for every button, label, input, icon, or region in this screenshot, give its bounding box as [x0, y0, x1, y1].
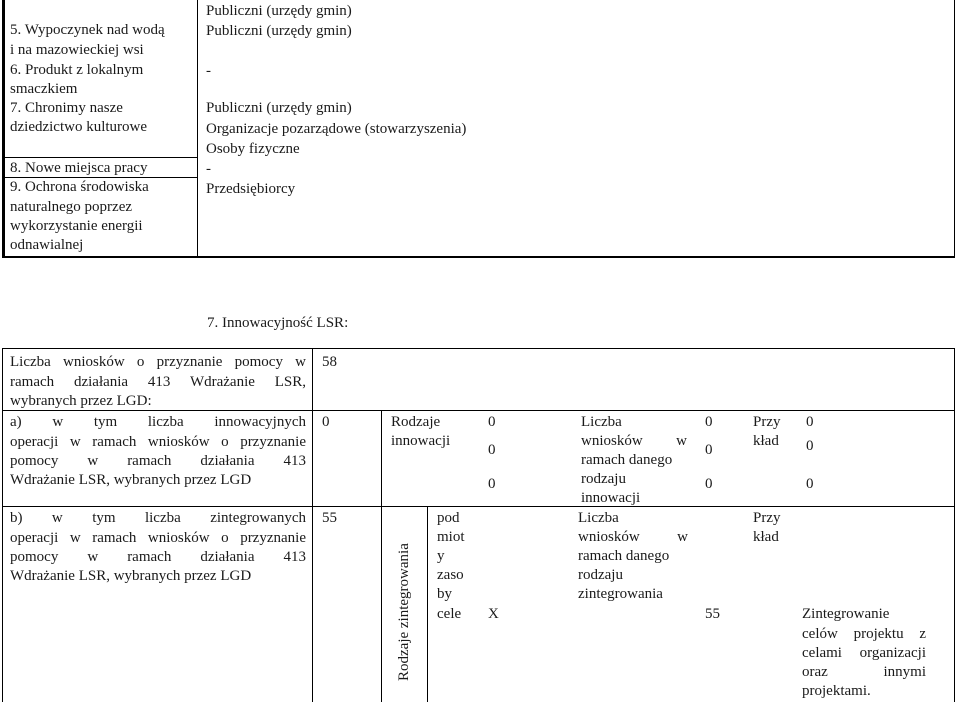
innovation-count-value: 0 — [705, 476, 713, 492]
target-group: Przedsiębiorcy — [206, 181, 296, 197]
integrated-count: 55 — [322, 510, 337, 526]
task-name-line: smaczkiem — [10, 81, 78, 97]
integration-goal-desc: celów projektu z — [802, 626, 926, 642]
task-name-line: 5. Wypoczynek nad wodą — [10, 22, 165, 38]
task-name-line: 9. Ochrona środowiska — [10, 179, 149, 195]
integration-types-vertical-label: Rodzaje zintegrowania — [396, 543, 412, 681]
target-group: - — [206, 63, 211, 79]
integration-count-label: zintegrowania — [578, 586, 663, 602]
innovation-count-label: ramach danego — [581, 452, 673, 468]
integrated-label-line: pomocy w ramach działania 413 — [10, 549, 306, 565]
section-heading: 7. Innowacyjność LSR: — [207, 315, 349, 331]
integration-count-label: Liczba — [578, 510, 619, 526]
innovation-type-value: 0 — [488, 476, 496, 492]
innovation-example-label: Przy kład — [753, 414, 781, 449]
integration-example-label: Przy kład — [753, 510, 781, 545]
integrated-label-line: Wdrażanie LSR, wybranych przez LGD — [10, 568, 252, 584]
integration-goal-label: cele — [437, 606, 462, 622]
innovation-count-label: innowacji — [581, 490, 641, 506]
target-group: Publiczni (urzędy gmin) — [206, 23, 352, 39]
innovative-count: 0 — [322, 414, 330, 430]
integration-goal-desc: oraz innymi — [802, 664, 926, 680]
innovative-label-line: pomocy w ramach działania 413 — [10, 453, 306, 469]
integration-goal-desc: celami organizacji — [802, 645, 926, 661]
applications-count: 58 — [322, 354, 337, 370]
task-name-line: naturalnego poprzez — [10, 199, 133, 215]
innovation-example-value: 0 — [806, 438, 814, 454]
task-name-line: 6. Produkt z lokalnym — [10, 62, 144, 78]
innovation-count-label: rodzaju — [581, 471, 626, 487]
innovation-example-value: 0 — [806, 414, 814, 430]
integrated-label-line: operacji w ramach wniosków o przyznanie — [10, 530, 306, 546]
target-group: Organizacje pozarządowe (stowarzyszenia) — [206, 121, 467, 137]
integration-subject-line: zaso — [437, 567, 464, 583]
task-name-line: 7. Chronimy nasze — [10, 100, 123, 116]
innovative-label-line: operacji w ramach wniosków o przyznanie — [10, 434, 306, 450]
task-name-line: wykorzystanie energii — [10, 218, 143, 234]
integration-subject-line: by — [437, 586, 452, 602]
target-group: Publiczni (urzędy gmin) — [206, 3, 352, 19]
innovation-count-value: 0 — [705, 414, 713, 430]
integration-subject-line: y — [437, 548, 445, 564]
innovation-count-label: Liczba — [581, 414, 622, 430]
integration-subject-line: pod — [437, 510, 460, 526]
innovation-count-label: wniosków w — [581, 433, 687, 449]
integration-goal-mark: X — [488, 606, 499, 622]
innovation-types-label: innowacji — [391, 433, 451, 449]
applications-label-line: Liczba wniosków o przyznanie pomocy w — [10, 354, 306, 370]
innovation-type-value: 0 — [488, 442, 496, 458]
innovation-types-label: Rodzaje — [391, 414, 441, 430]
integration-count-label: rodzaju — [578, 567, 623, 583]
integration-count-label: ramach danego — [578, 548, 670, 564]
applications-label-line: ramach działania 413 Wdrażanie LSR, — [10, 374, 306, 390]
innovative-label-line: a) w tym liczba innowacyjnych — [10, 414, 306, 430]
task-name-line: i na mazowieckiej wsi — [10, 42, 144, 58]
target-group: Osoby fizyczne — [206, 141, 300, 157]
integrated-label-line: b) w tym liczba zintegrowanych — [10, 510, 306, 526]
task-name-line: odnawialnej — [10, 237, 84, 253]
integration-goal-count: 55 — [705, 606, 720, 622]
integration-goal-desc: Zintegrowanie — [802, 606, 890, 622]
target-group: - — [206, 161, 211, 177]
innovative-label-line: Wdrażanie LSR, wybranych przez LGD — [10, 472, 252, 488]
task-name-line: 8. Nowe miejsca pracy — [10, 160, 148, 176]
target-group: Publiczni (urzędy gmin) — [206, 100, 352, 116]
innovation-count-value: 0 — [705, 442, 713, 458]
integration-count-label: wniosków w — [578, 529, 688, 545]
innovation-example-value: 0 — [806, 476, 814, 492]
innovation-type-value: 0 — [488, 414, 496, 430]
task-name-line: dziedzictwo kulturowe — [10, 119, 148, 135]
integration-subject-line: miot — [437, 529, 465, 545]
applications-label-line: wybranych przez LGD: — [10, 393, 152, 409]
integration-goal-desc: projektami. — [802, 683, 871, 699]
